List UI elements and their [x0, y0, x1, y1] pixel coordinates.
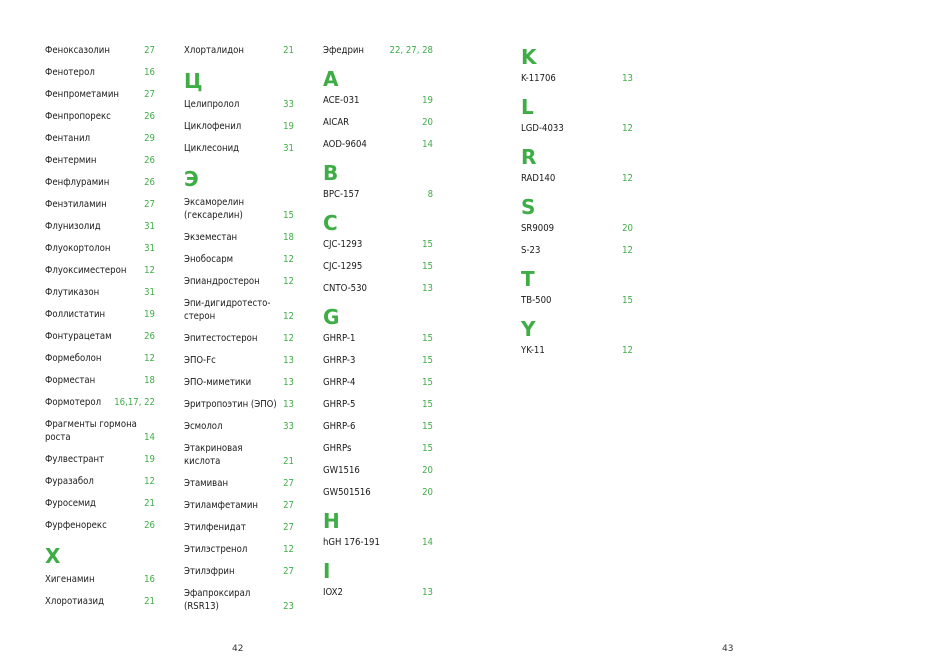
entry-name: CJC-1293 [323, 239, 363, 250]
index-entry [45, 392, 155, 414]
entry-name: TB-500 [521, 295, 552, 306]
entry-name: ЭПО-Fc [184, 355, 216, 366]
section-letter: K [521, 45, 537, 69]
entry-name: RAD140 [521, 173, 556, 184]
index-entry [184, 192, 294, 227]
section-letter: H [323, 509, 340, 533]
entry-name: Флуоксиместерон [45, 265, 127, 276]
entry-page-ref: 27 [144, 89, 155, 100]
index-entry [184, 249, 294, 271]
entry-name: Этилфенидат [184, 522, 246, 533]
entry-name: Фенпрометамин [45, 89, 119, 100]
entry-name: Форместан [45, 375, 96, 386]
entry-name: Этакриновая кислота [184, 443, 243, 467]
index-entry [45, 326, 155, 348]
index-entry [45, 569, 155, 591]
entry-page-ref: 12 [622, 345, 633, 356]
index-entry [184, 293, 294, 328]
index-entry [45, 62, 155, 84]
index-entry [323, 112, 433, 134]
entry-name: Этамиван [184, 478, 229, 489]
index-entry [184, 438, 294, 473]
index-entry [521, 68, 633, 90]
entry-name: Эфедрин [323, 45, 365, 56]
entry-name: Хлорталидон [184, 45, 244, 56]
entry-name: S-23 [521, 245, 541, 256]
entry-page-ref: 12 [144, 353, 155, 364]
entry-page-ref: 15 [422, 377, 433, 388]
index-entry [184, 116, 294, 138]
entry-page-ref: 20 [622, 223, 633, 234]
index-entry [45, 370, 155, 392]
index-entry [184, 94, 294, 116]
entry-name: Фентанил [45, 133, 91, 144]
index-entry [45, 304, 155, 326]
entry-name: GHRP-4 [323, 377, 356, 388]
entry-name: GW501516 [323, 487, 371, 498]
index-entry [521, 218, 633, 240]
index-entry [323, 134, 433, 156]
entry-name: Эксаморелин (гексарелин) [184, 197, 245, 221]
entry-page-ref: 20 [422, 487, 433, 498]
index-entry [323, 328, 433, 350]
entry-name: hGH 176-191 [323, 537, 380, 548]
index-entry [184, 517, 294, 539]
entry-name: GW1516 [323, 465, 360, 476]
entry-page-ref: 15 [422, 239, 433, 250]
index-entry [184, 40, 294, 62]
index-entry [45, 348, 155, 370]
entry-name: GHRP-6 [323, 421, 356, 432]
index-entry [184, 328, 294, 350]
index-entry [184, 394, 294, 416]
entry-page-ref: 12 [283, 333, 294, 344]
entry-page-ref: 27 [144, 45, 155, 56]
entry-page-ref: 15 [422, 421, 433, 432]
entry-name: LGD-4033 [521, 123, 564, 134]
entry-page-ref: 13 [283, 355, 294, 366]
entry-name: Фуразабол [45, 476, 94, 487]
entry-page-ref: 8 [427, 189, 433, 200]
entry-page-ref: 26 [144, 520, 155, 531]
entry-name: Фрагменты гормона роста [45, 419, 137, 443]
entry-page-ref: 12 [622, 245, 633, 256]
index-entry [45, 216, 155, 238]
entry-name: AICAR [323, 117, 350, 128]
entry-page-ref: 27 [283, 566, 294, 577]
entry-name: YK-11 [521, 345, 545, 356]
entry-name: Фенэтиламин [45, 199, 107, 210]
section-letter: T [521, 267, 535, 291]
index-entry [184, 416, 294, 438]
entry-page-ref: 20 [422, 117, 433, 128]
entry-name: Феноксазолин [45, 45, 110, 56]
index-entry [45, 414, 155, 449]
entry-name: BPC-157 [323, 189, 360, 200]
index-entry [323, 90, 433, 112]
entry-page-ref: 16 [144, 574, 155, 585]
index-entry [323, 416, 433, 438]
entry-name: Фенпропорекс [45, 111, 111, 122]
section-letter: Э [184, 167, 199, 191]
entry-page-ref: 15 [422, 399, 433, 410]
section-letter: G [323, 305, 340, 329]
entry-name: Фенфлурамин [45, 177, 110, 188]
entry-name: CJC-1295 [323, 261, 363, 272]
index-entry [184, 539, 294, 561]
entry-page-ref: 27 [283, 478, 294, 489]
index-entry [323, 256, 433, 278]
page-number-left: 42 [232, 644, 244, 654]
index-entry [521, 240, 633, 262]
entry-name: Этилэфрин [184, 566, 235, 577]
entry-name: Фурфенорекс [45, 520, 107, 531]
entry-name: Флуокортолон [45, 243, 111, 254]
entry-page-ref: 21 [283, 45, 294, 56]
section-letter: L [521, 95, 534, 119]
entry-page-ref: 26 [144, 177, 155, 188]
index-entry [184, 227, 294, 249]
section-letter: C [323, 211, 338, 235]
entry-name: Фонтурацетам [45, 331, 112, 342]
entry-name: Фентермин [45, 155, 97, 166]
section-letter: B [323, 161, 339, 185]
index-entry [323, 278, 433, 300]
index-entry [45, 238, 155, 260]
index-entry [521, 290, 633, 312]
entry-name: GHRP-5 [323, 399, 356, 410]
entry-page-ref: 33 [283, 421, 294, 432]
section-letter: A [323, 67, 339, 91]
index-entry [184, 271, 294, 293]
entry-name: Хлоротиазид [45, 596, 104, 607]
entry-name: Этилэстренол [184, 544, 248, 555]
index-entry [45, 493, 155, 515]
index-column-4 [521, 40, 633, 362]
entry-page-ref: 12 [283, 311, 294, 322]
entry-page-ref: 14 [144, 432, 155, 443]
entry-page-ref: 21 [144, 596, 155, 607]
entry-name: Фуросемид [45, 498, 96, 509]
entry-page-ref: 19 [144, 454, 155, 465]
index-entry [45, 194, 155, 216]
entry-page-ref: 14 [422, 537, 433, 548]
entry-page-ref: 15 [422, 355, 433, 366]
entry-page-ref: 19 [144, 309, 155, 320]
entry-name: Энобосарм [184, 254, 234, 265]
entry-name: Флунизолид [45, 221, 101, 232]
index-entry [45, 515, 155, 537]
entry-page-ref: 13 [283, 377, 294, 388]
entry-page-ref: 21 [283, 456, 294, 467]
index-entry [45, 106, 155, 128]
entry-name: AOD-9604 [323, 139, 367, 150]
index-entry [184, 561, 294, 583]
index-column-1 [45, 40, 155, 613]
entry-page-ref: 13 [283, 399, 294, 410]
index-entry [45, 150, 155, 172]
index-entry [323, 350, 433, 372]
entry-page-ref: 26 [144, 331, 155, 342]
index-entry [521, 340, 633, 362]
entry-page-ref: 19 [422, 95, 433, 106]
entry-name: ЭПО-миметики [184, 377, 252, 388]
index-entry [184, 138, 294, 160]
entry-page-ref: 21 [144, 498, 155, 509]
index-entry [323, 532, 433, 554]
index-entry [323, 482, 433, 504]
index-entry [45, 449, 155, 471]
entry-name: Фоллистатин [45, 309, 106, 320]
index-entry [323, 40, 433, 62]
entry-page-ref: 13 [422, 587, 433, 598]
entry-page-ref: 27 [283, 522, 294, 533]
index-entry [323, 438, 433, 460]
entry-page-ref: 22, 27, 28 [389, 45, 433, 56]
entry-page-ref: 31 [283, 143, 294, 154]
entry-name: Формотерол [45, 397, 102, 408]
index-entry [323, 582, 433, 604]
entry-page-ref: 33 [283, 99, 294, 110]
entry-name: Этиламфетамин [184, 500, 259, 511]
entry-page-ref: 14 [422, 139, 433, 150]
index-entry [45, 84, 155, 106]
entry-page-ref: 27 [144, 199, 155, 210]
entry-page-ref: 15 [422, 333, 433, 344]
entry-page-ref: 18 [144, 375, 155, 386]
section-letter: I [323, 559, 331, 583]
entry-page-ref: 26 [144, 111, 155, 122]
section-letter: S [521, 195, 536, 219]
entry-page-ref: 27 [283, 500, 294, 511]
entry-page-ref: 19 [283, 121, 294, 132]
index-entry [184, 495, 294, 517]
entry-page-ref: 31 [144, 287, 155, 298]
entry-name: Эритропоэтин (ЭПО) [184, 399, 277, 410]
section-letter: Ц [184, 69, 203, 93]
entry-page-ref: 12 [144, 476, 155, 487]
entry-name: K-11706 [521, 73, 556, 84]
entry-name: SR9009 [521, 223, 555, 234]
entry-page-ref: 26 [144, 155, 155, 166]
entry-page-ref: 12 [283, 254, 294, 265]
index-entry [45, 172, 155, 194]
index-entry [45, 40, 155, 62]
entry-page-ref: 16,17, 22 [114, 397, 155, 408]
entry-name: CNTO-530 [323, 283, 367, 294]
page-number-right: 43 [722, 644, 734, 654]
section-letter: Y [521, 317, 536, 341]
index-entry [45, 282, 155, 304]
entry-name: GHRPs [323, 443, 352, 454]
entry-page-ref: 31 [144, 221, 155, 232]
entry-page-ref: 29 [144, 133, 155, 144]
entry-page-ref: 15 [283, 210, 294, 221]
entry-name: Фулвестрант [45, 454, 105, 465]
entry-name: Флутиказон [45, 287, 100, 298]
entry-page-ref: 13 [622, 73, 633, 84]
entry-name: Целипролол [184, 99, 240, 110]
entry-page-ref: 31 [144, 243, 155, 254]
index-entry [45, 471, 155, 493]
entry-name: Циклофенил [184, 121, 242, 132]
section-letter: Х [45, 544, 61, 568]
entry-name: Эсмолол [184, 421, 223, 432]
entry-page-ref: 16 [144, 67, 155, 78]
entry-name: Экземестан [184, 232, 238, 243]
index-entry [184, 350, 294, 372]
entry-name: GHRP-1 [323, 333, 356, 344]
index-entry [323, 234, 433, 256]
entry-page-ref: 12 [622, 123, 633, 134]
index-entry [184, 372, 294, 394]
entry-page-ref: 12 [622, 173, 633, 184]
entry-name: IOX2 [323, 587, 343, 598]
entry-name: Эфапроксирал (RSR13) [184, 588, 251, 612]
entry-name: Эпи-дигидротесто- стерон [184, 298, 271, 322]
index-entry [323, 184, 433, 206]
index-entry [45, 260, 155, 282]
entry-name: Эпитестостерон [184, 333, 258, 344]
entry-page-ref: 12 [144, 265, 155, 276]
entry-page-ref: 23 [283, 601, 294, 612]
index-entry [521, 118, 633, 140]
entry-page-ref: 12 [283, 544, 294, 555]
index-entry [323, 372, 433, 394]
entry-page-ref: 15 [622, 295, 633, 306]
entry-name: Формеболон [45, 353, 102, 364]
section-letter: R [521, 145, 537, 169]
entry-page-ref: 20 [422, 465, 433, 476]
entry-name: Хигенамин [45, 574, 95, 585]
entry-page-ref: 18 [283, 232, 294, 243]
entry-name: GHRP-3 [323, 355, 356, 366]
entry-page-ref: 13 [422, 283, 433, 294]
index-entry [45, 591, 155, 613]
entry-name: Эпиандростерон [184, 276, 260, 287]
index-entry [323, 394, 433, 416]
index-entry [184, 473, 294, 495]
entry-name: Циклесонид [184, 143, 240, 154]
entry-page-ref: 15 [422, 443, 433, 454]
index-entry [521, 168, 633, 190]
index-entry [323, 460, 433, 482]
entry-page-ref: 12 [283, 276, 294, 287]
entry-name: Фенотерол [45, 67, 95, 78]
index-column-3 [323, 40, 433, 604]
index-column-2 [184, 40, 294, 618]
index-entry [45, 128, 155, 150]
entry-name: ACE-031 [323, 95, 360, 106]
entry-page-ref: 15 [422, 261, 433, 272]
index-entry [184, 583, 294, 618]
